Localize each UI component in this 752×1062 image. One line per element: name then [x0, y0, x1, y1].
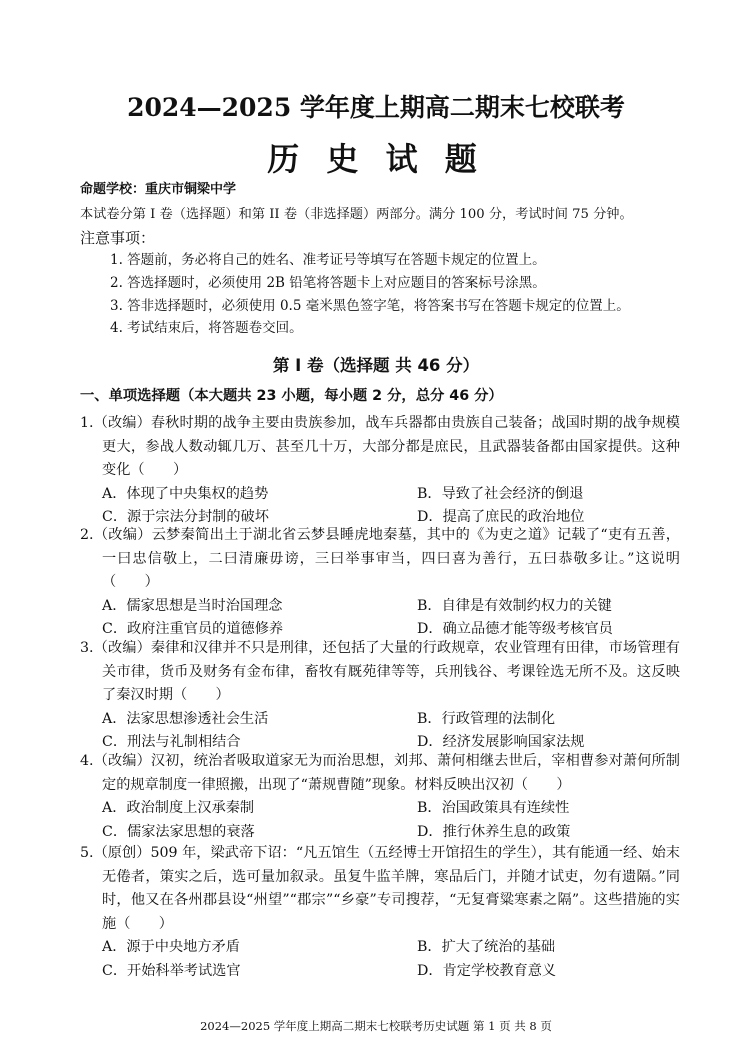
question-1	[80, 412, 680, 530]
note-item: 3. 答非选择题时，必须使用 0.5 毫米黑色签字笔，将答案书写在答题卡规定的位置上。	[110, 298, 630, 314]
page-footer: 2024—2025 学年度上期高二期末七校联考历史试题 第 1 页 共 8 页	[200, 1019, 552, 1033]
setter-school: 命题学校：重庆市铜梁中学	[80, 182, 237, 197]
section-title: 第 I 卷（选择题 共 46 分）	[272, 356, 480, 375]
notes-heading: 注意事项：	[80, 229, 156, 247]
option-d: D．提高了庶民的政治地位	[417, 509, 585, 525]
question-stem: 1.（改编）春秋时期的战争主要由贵族参加，战车兵器都由贵族自己装备；战国时期的战争规模更大，参战人数动辄几万、甚至几十万，大部分都是庶民，且武器装备都由国家提供。这种变化（ ）	[80, 415, 680, 478]
note-item: 1. 答题前，务必将自己的姓名、准考证号等填写在答题卡规定的位置上。	[110, 252, 546, 268]
option-a: A．体现了中央集权的趋势	[102, 485, 269, 502]
option-a: A．法家思想渗透社会生活	[102, 710, 269, 727]
question-stem: 4.（改编）汉初，统治者吸取道家无为而治思想，刘邦、萧何相继去世后，宰相曹参对萧何所制定的规章制度一律照搬，出现了“萧规曹随”现象。材料反映出汉初（ ）	[80, 753, 680, 793]
option-c: C．源于宗法分封制的破坏	[102, 509, 269, 525]
exam-description: 本试卷分第 I 卷（选择题）和第 II 卷（非选择题）两部分。满分 100 分，考试时间 75 分钟。	[80, 207, 633, 222]
subject-title: 历 史 试 题	[267, 140, 485, 178]
question-4	[80, 750, 680, 844]
question-2	[80, 524, 680, 642]
option-b: B．行政管理的法制化	[417, 710, 556, 727]
part-heading: 一、单项选择题（本大题共 23 小题，每小题 2 分，总分 46 分）	[80, 388, 503, 404]
option-a: A．政治制度上汉承秦制	[102, 800, 255, 816]
option-c: C．儒家法家思想的衰落	[102, 823, 255, 840]
option-b: B．治国政策具有连续性	[417, 800, 570, 816]
option-b: B．扩大了统治的基础	[417, 939, 556, 955]
option-d: D．经济发展影响国家法规	[417, 734, 585, 750]
option-a: A．源于中央地方矛盾	[102, 939, 240, 955]
question-stem: 5.（原创）509 年，梁武帝下诏：“凡五馆生（五经博士开馆招生的学生），其有能通一经、始末无倦者，策实之后，选可量加叙录。虽复牛监羊牌，寒品后门，并随才试吏，勿有遗隔。”同时，他又在各州郡县设“州望”“郡宗”“乡豪”专司搜荐，“无复膏粱寒素之隔”。这些措施的实施（ ）	[80, 845, 680, 932]
option-b: B．导致了社会经济的倒退	[417, 485, 584, 502]
note-item: 4. 考试结束后，将答题卷交回。	[110, 320, 303, 336]
note-item: 2. 答选择题时，必须使用 2B 铅笔将答题卡上对应题目的答案标号涂黑。	[110, 275, 546, 291]
option-c: C．刑法与礼制相结合	[102, 734, 241, 750]
option-d: D．确立品德才能等级考核官员	[417, 621, 613, 637]
exam-title: 2024—2025 学年度上期高二期末七校联考	[127, 93, 625, 122]
question-5	[80, 842, 680, 983]
question-3	[80, 637, 680, 755]
option-a: A．儒家思想是当时治国理念	[102, 597, 283, 614]
option-d: D．推行休养生息的政策	[417, 823, 571, 840]
option-c: C．政府注重官员的道德修养	[102, 621, 284, 637]
option-c: C．开始科举考试选官	[102, 962, 241, 979]
option-b: B．自律是有效制约权力的关键	[417, 597, 612, 614]
question-stem: 2.（改编）云梦秦简出土于湖北省云梦县睡虎地秦墓，其中的《为吏之道》记载了“吏有五善，一曰忠信敬上，二曰清廉毋谤，三曰举事审当，四曰喜为善行，五曰恭敬多让。”这说明（ ）	[80, 527, 680, 590]
option-d: D．肯定学校教育意义	[417, 962, 557, 979]
question-stem: 3.（改编）秦律和汉律并不只是刑律，还包括了大量的行政规章，农业管理有田律，市场管理有关市律，货币及财务有金布律，畜牧有厩苑律等等，兵刑钱谷、考课铨选无所不及。这反映了秦汉时期（ ）	[80, 640, 680, 703]
